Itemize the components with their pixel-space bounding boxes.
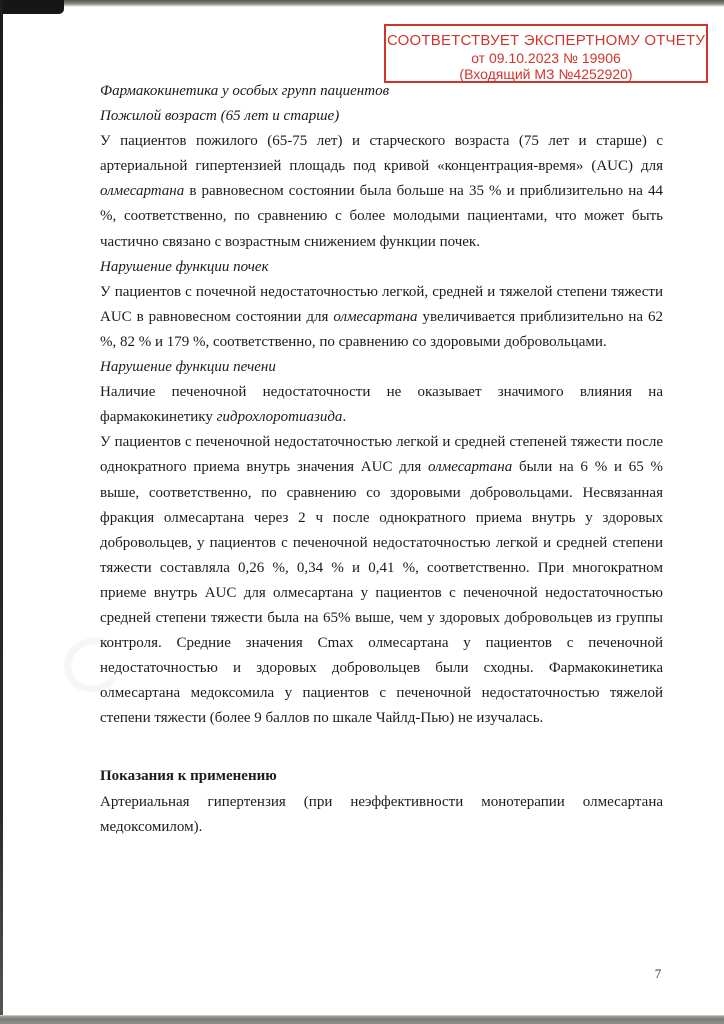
- paragraph: [100, 129, 663, 254]
- text-run: У пациентов пожилого (65-75 лет) и старческого возраста (75 лет и старше) с артериальной гипертензией площадь под кривой «концентрация-время» (AUC) для: [100, 133, 663, 175]
- paragraph: [100, 380, 663, 430]
- text-run: были на 6 % и 65 % выше, соответственно, по сравнению со здоровыми добровольцами. Несвязанная фракция олмесартана через 2 ч после однократного приема внутрь у здоровых добровольцев, у пациентов с печеночной недостаточностью легкой и средней степени тяжести составляла 0,26 %, 0,34 % и 0,41 %, соответственно. При многократном приеме внутрь AUC для олмесартана у пациентов с печеночной недостаточностью средней степени тяжести была на 65% выше, чем у здоровых добровольцев из группы контроля. Средние значения Cmax олмесартана у пациентов с печеночной недостаточностью и здоровых добровольцев были сходны. Фармакокинетика олмесартана медоксомила у пациентов с печеночной недостаточностью тяжелой степени тяжести (более 9 баллов по шкале Чайлд-Пью) не изучалась.: [100, 459, 663, 727]
- approval-stamp: [384, 24, 708, 83]
- paragraph: [100, 430, 663, 731]
- text-run: .: [342, 409, 347, 426]
- text-run: олмесартана: [333, 308, 418, 325]
- text-run: олмесартана: [428, 459, 513, 476]
- section-heading: [100, 255, 663, 280]
- section-heading: [100, 764, 663, 789]
- paragraph: [100, 790, 663, 840]
- stamp-incoming-number: (Входящий МЗ №4252920): [459, 66, 633, 82]
- document-body: [100, 79, 663, 840]
- scan-artifact-top-left-corner: [0, 0, 64, 14]
- text-run: У пациентов с почечной недостаточностью легкой, средней и тяжелой степени тяжести AUC в равновесном состоянии для: [100, 283, 663, 325]
- text-run: Нарушение функции печени: [100, 359, 276, 376]
- section-heading: [100, 79, 663, 104]
- page-number: 7: [654, 966, 662, 981]
- text-run: Показания к применению: [100, 768, 277, 785]
- text-run: Наличие печеночной недостаточности не оказывает значимого влияния на фармакокинетику: [100, 384, 663, 426]
- section-heading: [100, 104, 663, 129]
- scan-artifact-bottom-edge: [0, 1015, 724, 1024]
- text-run: Артериальная гипертензия (при неэффективности монотерапии олмесартана медоксомилом).: [100, 793, 663, 835]
- text-run: Фармакокинетика у особых групп пациентов: [100, 83, 390, 99]
- text-run: олмесартана: [100, 183, 185, 200]
- text-run: У пациентов с печеночной недостаточностью легкой и средней степеней тяжести после однократного приема внутрь значения AUC для: [100, 434, 663, 476]
- section-heading: [100, 355, 663, 380]
- text-run: Нарушение функции почек: [100, 258, 269, 275]
- scan-artifact-top-edge: [0, 0, 724, 7]
- stamp-date-number: от 09.10.2023 № 19906: [471, 50, 621, 66]
- paragraph: [100, 280, 663, 355]
- stamp-title: СООТВЕТСТВУЕТ ЭКСПЕРТНОМУ ОТЧЕТУ: [386, 32, 706, 49]
- text-run: в равновесном состоянии была больше на 35 % и приблизительно на 44 %, соответственно, по сравнению с более молодыми пациентами, что может быть частично связано с возрастным снижением функции почек.: [100, 183, 663, 250]
- text-run: увеличивается приблизительно на 62 %, 82 % и 179 %, соответственно, по сравнению со здоровыми добровольцами.: [100, 308, 663, 350]
- text-run: Пожилой возраст (65 лет и старше): [100, 108, 340, 125]
- scan-artifact-left-edge: [0, 0, 3, 1016]
- text-run: гидрохлоротиазида: [216, 409, 343, 426]
